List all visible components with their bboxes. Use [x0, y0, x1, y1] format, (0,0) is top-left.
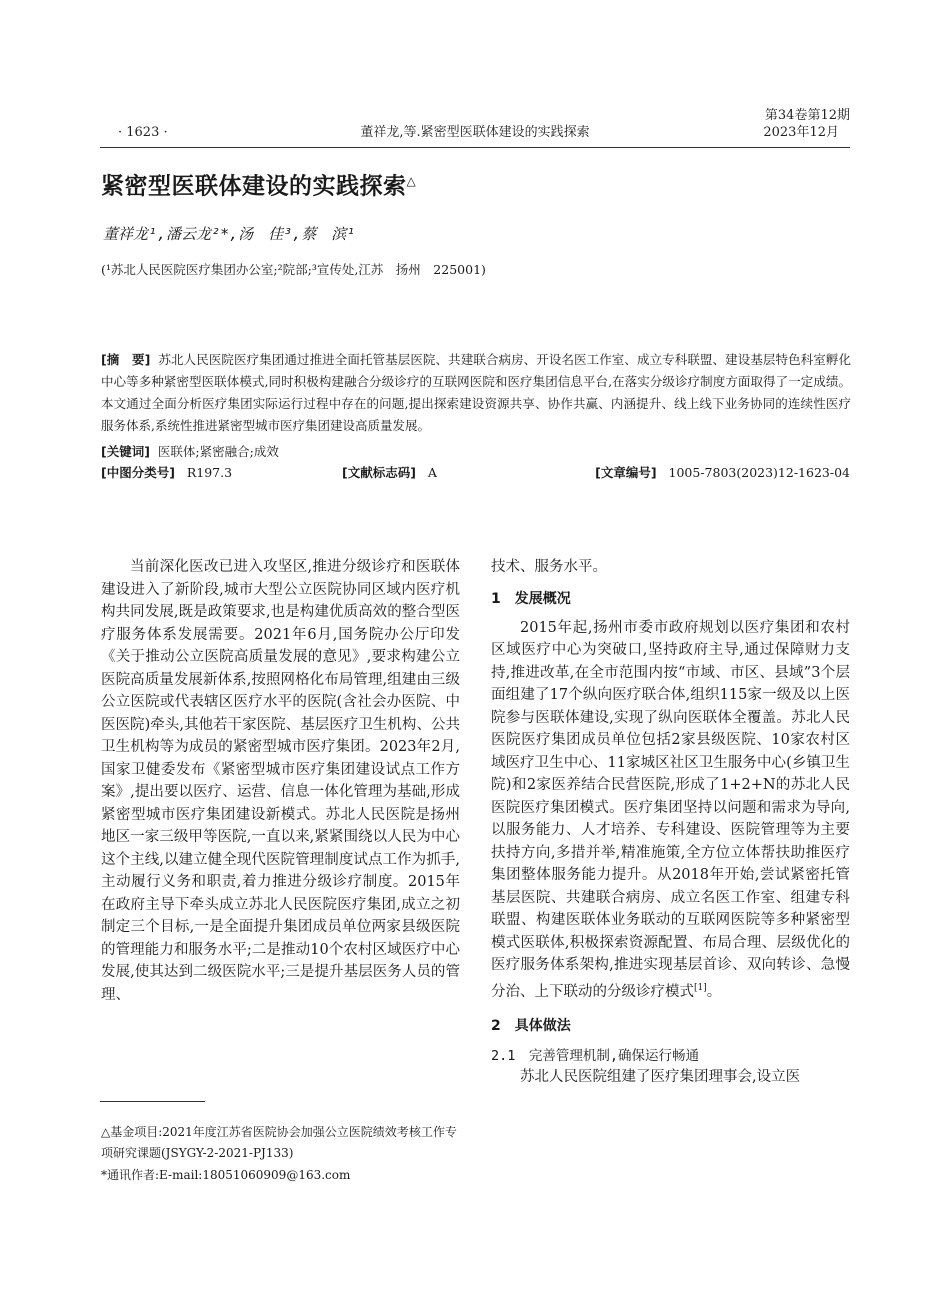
doc-code-value: A	[427, 465, 437, 480]
doc-code-label: [文献标志码]	[342, 465, 416, 480]
clc-label: [中图分类号]	[101, 465, 175, 480]
clc-number	[101, 463, 232, 483]
continued-text: 技术、服务水平。	[491, 559, 607, 575]
article-title	[101, 166, 416, 202]
section-heading-2: 2 具体做法	[491, 1017, 571, 1034]
citation-1: [1]	[694, 982, 707, 993]
title-text: 紧密型医联体建设的实践探索	[101, 173, 407, 200]
practice-paragraph: 苏北人民医院组建了医疗集团理事会,设立医	[520, 1068, 801, 1085]
journal-date: 2023年12月	[763, 125, 839, 140]
article-no-value: 1005-7803(2023)12-1623-04	[668, 465, 850, 480]
section-heading-1: 1 发展概况	[491, 590, 571, 607]
author-list: 董祥龙¹,潘云龙²*,汤 佳³,蔡 滨¹	[103, 225, 356, 243]
development-text: 2015年起,扬州市委市政府规划以医疗集团和农村区域医疗中心为突破口,坚持政府主导,通过保障财力支持,推进改革,在全市范围内按“市域、市区、县域”3个层面组建了17个纵向医疗联合体,组织115家一级及以上医院参与医联体建设,实现了纵向医联体全覆盖。苏北人民医院医疗集团成员单位包括2家县级医院、10家农村区域医疗卫生中心、11家城区社区卫生服务中心(乡镇卫生院)和2家医养结合民营医院,形成了1+2+N的苏北人民医院医疗集团模式。医疗集团坚持以问题和需求为导向,以服务能力、人才培养、专科建设、医院管理等为主要扶持方向,多措并举,精准施策,全方位立体帮扶助推医疗集团整体服务能力提升。从2018年开始,尝试紧密托管基层医院、共建联合病房、成立名医工作室、组建专科联盟、构建医联体业务联动的互联网医院等多种紧密型模式医联体,积极探索资源配置、布局合理、层级优化的医疗服务体系架构,推进实现基层首诊、双向转诊、急慢分治、上下联动的分级诊疗模式	[491, 619, 850, 1000]
article-number	[595, 463, 850, 483]
header-rule	[100, 147, 850, 148]
clc-value: R197.3	[186, 465, 233, 480]
keywords-label: [关键词]	[101, 444, 150, 459]
document-code	[342, 463, 437, 483]
footnote-rule	[100, 1101, 205, 1102]
abstract-text: 苏北人民医院医疗集团通过推进全面托管基层医院、共建联合病房、开设名医工作室、成立专科联盟、建设基层特色科室孵化中心等多种紧密型医联体模式,同时积极构建融合分级诊疗的互联网医院和医疗集团信息平台,在落实分级诊疗制度方面取得了一定成绩。本文通过全面分析医疗集团实际运行过程中存在的问题,提出探索建设资源共享、协作共赢、内涵提升、线上线下业务协同的连续性医疗服务体系,系统性推进紧密型城市医疗集团建设高质量发展。	[101, 352, 851, 433]
journal-volume: 第34卷第12期	[764, 108, 850, 123]
keywords	[101, 442, 279, 462]
article-no-label: [文章编号]	[595, 465, 657, 480]
left-column	[101, 556, 460, 1006]
development-paragraph	[491, 617, 850, 1003]
subsection-heading-2-1: 2.1 完善管理机制,确保运行畅通	[491, 1047, 700, 1064]
footnote-corresponding: *通讯作者:E-mail:18051060909@163.com	[101, 1168, 351, 1182]
intro-paragraph: 当前深化医改已进入攻坚区,推进分级诊疗和医联体建设进入了新阶段,城市大型公立医院协同区域内医疗机构共同发展,既是政策要求,也是构建优质高效的整合型医疗服务体系发展需要。2021年6月,国务院办公厅印发《关于推动公立医院高质量发展的意见》,要求构建公立医院高质量发展新体系,按照网格化布局管理,组建由三级公立医院或代表辖区医疗水平的医院(含社会办医院、中医医院)牵头,其他若干家医院、基层医疗卫生机构、公共卫生机构等为成员的紧密型城市医疗集团。2023年2月,国家卫健委发布《紧密型城市医疗集团建设试点工作方案》,提出要以医疗、运营、信息一体化管理为基础,形成紧密型城市医疗集团建设新模式。苏北人民医院是扬州地区一家三级甲等医院,一直以来,紧紧围绕以人民为中心这个主线,以建立健全现代医院管理制度试点工作为抓手,主动履行义务和职责,着力推进分级诊疗制度。2015年在政府主导下牵头成立苏北人民医院医疗集团,成立之初制定三个目标,一是全面提升集团成员单位两家县级医院的管理能力和服务水平;二是推动10个农村区域医疗中心发展,使其达到二级医院水平;三是提升基层医务人员的管理、	[101, 559, 460, 1003]
page-number: · 1623 ·	[118, 125, 168, 140]
citation-end: 。	[706, 983, 722, 1000]
footnote-fund: △基金项目:2021年度江苏省医院协会加强公立医院绩效考核工作专项研究课题(JSYGY-2-2021-PJ133)	[101, 1125, 457, 1160]
abstract	[101, 349, 851, 437]
abstract-label: [摘 要]	[101, 352, 151, 367]
right-column	[491, 556, 850, 1088]
keywords-text: 医联体;紧密融合;成效	[157, 444, 279, 459]
title-fund-mark: △	[406, 174, 417, 188]
affiliation: (¹苏北人民医院医疗集团办公室;²院部;³宣传处,江苏 扬州 225001)	[101, 262, 486, 277]
running-title: 董祥龙,等.紧密型医联体建设的实践探索	[360, 125, 590, 140]
